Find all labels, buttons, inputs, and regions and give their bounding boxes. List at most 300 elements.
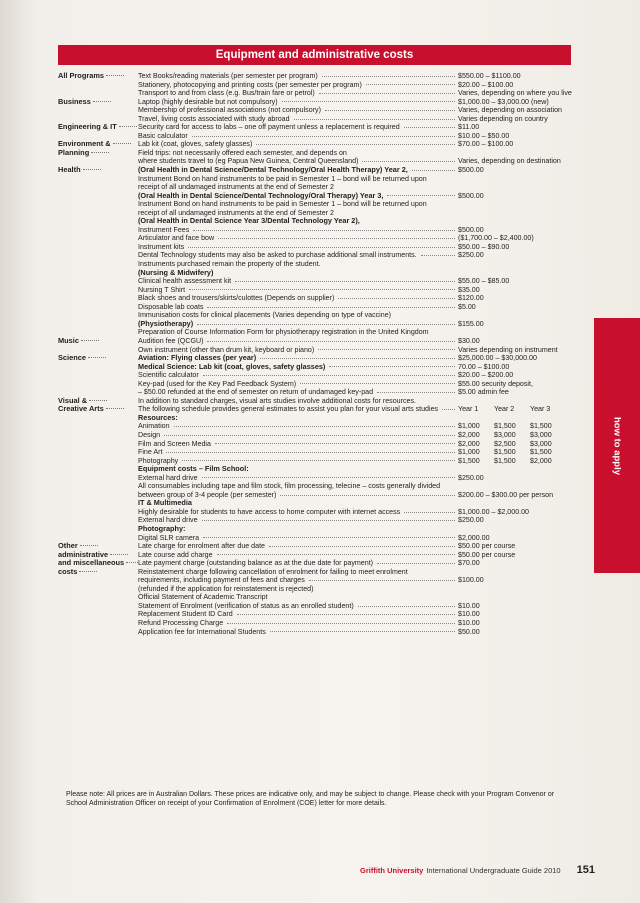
table-row: [58, 516, 573, 525]
item-description: [138, 499, 458, 508]
item-price: [458, 414, 573, 423]
item-text: Audition fee (QCGU): [138, 336, 204, 345]
leader-dots: [192, 136, 455, 137]
item-text: receipt of all undamaged instruments at the end of Semester 2: [138, 183, 334, 192]
leader-dots: [294, 119, 455, 120]
item-description: [138, 175, 458, 184]
item-description: [138, 166, 458, 175]
table-row: [58, 89, 573, 98]
table-row: [58, 226, 573, 235]
table-row: [58, 200, 573, 209]
item-price: $10.00: [458, 610, 480, 619]
year-price-columns: [458, 448, 573, 457]
category-label: [58, 234, 138, 243]
item-description: [138, 209, 458, 218]
table-row: [58, 175, 573, 184]
category-label: [58, 371, 138, 380]
item-price: $1,000.00 – $3,000.00 (new): [458, 97, 549, 106]
item-price: $5.00 admin fee: [458, 388, 509, 397]
item-description: [138, 363, 458, 372]
item-price: $250.00: [458, 251, 484, 260]
leader-dots: [282, 101, 455, 102]
item-description: [138, 542, 458, 551]
year-price: Year 2: [494, 405, 515, 414]
category-label: [58, 157, 138, 166]
category-label: [58, 414, 138, 423]
category-label: [58, 251, 138, 260]
item-text: Replacement Student ID Card: [138, 610, 233, 619]
item-description: [138, 286, 458, 295]
item-price: $1,000.00 – $2,000.00: [458, 507, 530, 516]
item-description: [138, 243, 458, 252]
category-label: [58, 465, 138, 474]
leader-dots: [166, 452, 455, 453]
category-label: Health: [58, 166, 138, 175]
item-description: [138, 516, 458, 525]
leader-dots: [325, 110, 455, 111]
leader-dots: [358, 606, 455, 607]
item-text: The following schedule provides general estimates to assist you plan for your visual arts studies: [138, 405, 439, 414]
item-text: In addition to standard charges, visual arts studies involve additional costs for resources.: [138, 396, 416, 405]
item-text: (Oral Health in Dental Science Year 3/Dental Technology Year 2),: [138, 217, 360, 226]
item-description: [138, 491, 458, 500]
table-row: [58, 499, 573, 508]
table-row: [58, 457, 573, 466]
side-tab-label: how to apply: [611, 416, 623, 475]
item-price: $50.00 per course: [458, 542, 516, 551]
item-description: [138, 422, 458, 431]
item-price: [458, 328, 573, 337]
leader-dots: [421, 255, 455, 256]
category-label: [58, 516, 138, 525]
leader-dots: [366, 84, 455, 85]
item-text: Official Statement of Academic Transcript: [138, 593, 268, 602]
item-description: [138, 474, 458, 483]
table-row: [58, 260, 573, 269]
year-price: $1,500: [530, 448, 552, 457]
leader-dots: [322, 76, 455, 77]
item-text: Disposable lab coats: [138, 302, 204, 311]
item-text: Photography: [138, 456, 179, 465]
category-label: [58, 183, 138, 192]
item-description: [138, 457, 458, 466]
item-description: [138, 149, 458, 158]
item-price: $250.00: [458, 516, 484, 525]
table-row: [58, 551, 573, 560]
item-description: [138, 303, 458, 312]
item-description: [138, 132, 458, 141]
item-price: $250.00: [458, 473, 484, 482]
item-price: [458, 269, 573, 278]
year-price: $2,000: [458, 439, 480, 448]
year-price-columns: [458, 457, 573, 466]
item-price: [458, 525, 573, 534]
year-price: $2,000: [530, 456, 552, 465]
item-price: $50.00 per course: [458, 550, 516, 559]
item-text: Travel, living costs associated with study abroad: [138, 114, 290, 123]
leader-dots: [404, 127, 455, 128]
item-text: Instrument Bond on hand instruments to be paid in Semester 1 – bond will be returned upon: [138, 200, 427, 209]
item-description: [138, 628, 458, 637]
item-text: between group of 3-4 people (per semester): [138, 490, 277, 499]
leader-dots: [377, 392, 455, 393]
item-text: requirements, including payment of fees and charges: [138, 576, 305, 585]
category-label: [58, 619, 138, 628]
category-label: Visual &: [58, 397, 138, 406]
item-description: [138, 482, 458, 491]
item-text: (Oral Health in Dental Science/Dental Technology/Oral Therapy) Year 3,: [138, 191, 384, 200]
category-label: and miscellaneous: [58, 559, 138, 568]
leader-dots: [280, 495, 455, 496]
year-price: $2,000: [458, 430, 480, 439]
category-label: [58, 525, 138, 534]
item-text: Late course add charge: [138, 550, 213, 559]
item-text: Transport to and from class (e.g. Bus/train fare or petrol): [138, 89, 315, 98]
year-price: $1,500: [494, 422, 516, 431]
table-row: [58, 286, 573, 295]
item-description: [138, 269, 458, 278]
table-row: [58, 183, 573, 192]
category-label: [58, 474, 138, 483]
table-row: [58, 440, 573, 449]
table-row: [58, 132, 573, 141]
item-price: Varies, depending on association: [458, 106, 562, 115]
table-row: [58, 593, 573, 602]
category-label: [58, 132, 138, 141]
item-description: [138, 217, 458, 226]
table-row: [58, 422, 573, 431]
category-label: [58, 115, 138, 124]
category-label: [58, 311, 138, 320]
item-text: Medical Science: Lab kit (coat, gloves, safety glasses): [138, 362, 326, 371]
item-description: [138, 346, 458, 355]
category-label: Planning: [58, 149, 138, 158]
table-row: [58, 192, 573, 201]
item-price: [458, 149, 573, 158]
category-label: [58, 243, 138, 252]
item-description: [138, 508, 458, 517]
item-price: $100.00: [458, 576, 484, 585]
table-row: [58, 234, 573, 243]
leader-dots: [309, 580, 455, 581]
table-row: [58, 251, 573, 260]
category-label: [58, 610, 138, 619]
leader-dots: [218, 238, 455, 239]
item-price: $50.00: [458, 627, 480, 636]
item-description: [138, 414, 458, 423]
item-description: [138, 72, 458, 81]
item-price: $11.00: [458, 123, 480, 132]
category-label: [58, 277, 138, 286]
item-text: (Nursing & Midwifery): [138, 268, 214, 277]
table-row: [58, 303, 573, 312]
item-text: Refund Processing Charge: [138, 619, 224, 627]
side-tab: [594, 318, 640, 573]
item-text: Text Books/reading materials (per semester per program): [138, 72, 318, 80]
category-label: Science: [58, 354, 138, 363]
leader-dots: [174, 426, 455, 427]
year-price: $3,000: [530, 430, 552, 439]
category-label: All Programs: [58, 72, 138, 81]
leader-dots: [256, 144, 455, 145]
item-text: Preparation of Course Information Form for physiotherapy registration in the United Kingdom: [138, 328, 429, 337]
item-description: [138, 534, 458, 543]
item-price: [458, 585, 573, 594]
leader-dots: [412, 170, 455, 171]
item-description: [138, 226, 458, 235]
leader-dots: [387, 195, 455, 196]
category-label: [58, 200, 138, 209]
item-text: Film and Screen Media: [138, 439, 211, 448]
category-label: [58, 457, 138, 466]
item-price: [458, 175, 573, 184]
leader-dots: [182, 460, 455, 461]
item-text: – $50.00 refunded at the end of semester on return of undamaged key-pad: [138, 388, 374, 397]
item-text: IT & Multimedia: [138, 499, 192, 508]
item-price: $55.00 – $85.00: [458, 277, 510, 286]
leader-dots: [164, 435, 455, 436]
category-label: [58, 320, 138, 329]
year-price: Year 3: [530, 405, 551, 414]
table-row: [58, 491, 573, 500]
table-row: [58, 243, 573, 252]
category-label: [58, 602, 138, 611]
category-label: [58, 269, 138, 278]
table-row: [58, 448, 573, 457]
item-description: [138, 157, 458, 166]
item-text: receipt of all undamaged instruments at the end of Semester 2: [138, 208, 334, 217]
category-label: [58, 175, 138, 184]
item-price: [458, 200, 573, 209]
item-price: $550.00 – $1100.00: [458, 72, 521, 80]
item-description: [138, 448, 458, 457]
year-price: $1,000: [458, 448, 480, 457]
table-row: [58, 602, 573, 611]
leader-dots: [203, 375, 455, 376]
item-price: $30.00: [458, 336, 480, 345]
category-label: [58, 440, 138, 449]
item-description: [138, 619, 458, 628]
item-description: [138, 192, 458, 201]
item-description: [138, 576, 458, 585]
category-label: [58, 294, 138, 303]
year-price: $3,000: [494, 430, 516, 439]
item-text: Equipment costs – Film School:: [138, 465, 249, 474]
item-text: Dental Technology students may also be asked to purchase additional small instruments.: [138, 251, 417, 260]
item-text: (Physiotherapy): [138, 319, 194, 328]
item-price: $35.00: [458, 285, 480, 294]
item-description: [138, 200, 458, 209]
year-price: $1,500: [494, 448, 516, 457]
item-price: [458, 311, 573, 320]
item-price: $2,000.00: [458, 533, 490, 542]
table-row: [58, 576, 573, 585]
item-description: [138, 277, 458, 286]
item-price: $155.00: [458, 319, 484, 328]
category-label: [58, 491, 138, 500]
item-text: Fine Art: [138, 448, 163, 457]
item-text: Statement of Enrolment (verification of status as an enrolled student): [138, 601, 354, 610]
table-row: [58, 320, 573, 329]
item-text: (refunded if the application for reinstatement is rejected): [138, 584, 314, 593]
section-title: Equipment and administrative costs: [215, 49, 414, 61]
table-row: [58, 98, 573, 107]
item-price: $55.00 security deposit,: [458, 379, 533, 388]
year-price: $1,500: [458, 456, 480, 465]
year-price: Year 1: [458, 405, 479, 414]
category-label: [58, 346, 138, 355]
item-text: External hard drive: [138, 516, 198, 525]
item-description: [138, 585, 458, 594]
table-row: [58, 388, 573, 397]
leader-dots: [189, 289, 455, 290]
table-row: [58, 157, 573, 166]
category-label: Other: [58, 542, 138, 551]
item-description: [138, 140, 458, 149]
leader-dots: [188, 247, 455, 248]
table-row: [58, 269, 573, 278]
item-price: $70.00: [458, 559, 480, 568]
item-price: $10.00: [458, 619, 480, 627]
item-price: [458, 499, 573, 508]
category-label: [58, 388, 138, 397]
category-label: [58, 380, 138, 389]
category-label: [58, 89, 138, 98]
item-price: [458, 568, 573, 577]
price-note: Please note: All prices are in Australian Dollars. These prices are indicative only, and may be subject to change. Please check with your Program Convenor or School Administration Officer on receipt of your Confirmation of Enrolment (COE) letter for more details.: [66, 791, 555, 807]
item-description: [138, 431, 458, 440]
item-text: Reinstatement charge following cancellation of enrolment for failing to meet enrolment: [138, 567, 408, 576]
leader-dots: [329, 366, 455, 367]
table-row: [58, 277, 573, 286]
item-text: Stationery, photocopying and printing costs (per semester per program): [138, 80, 362, 89]
category-label: [58, 192, 138, 201]
leader-dots: [215, 443, 455, 444]
leader-dots: [270, 631, 455, 632]
item-price: $500.00: [458, 166, 484, 175]
leader-dots: [202, 477, 455, 478]
item-text: Key-pad (used for the Key Pad Feedback System): [138, 379, 297, 388]
item-price: [458, 217, 573, 226]
category-label: Environment &: [58, 140, 138, 149]
leader-dots: [207, 341, 455, 342]
item-text: Field trips: not necessarily offered each semester, and depends on: [138, 148, 347, 157]
item-description: [138, 405, 458, 414]
item-description: [138, 559, 458, 568]
section-header: [58, 45, 571, 65]
category-label: [58, 363, 138, 372]
item-description: [138, 81, 458, 90]
year-price-columns: [458, 440, 573, 449]
category-label: [58, 448, 138, 457]
table-row: [58, 72, 573, 81]
table-row: [58, 380, 573, 389]
item-text: Black shoes and trousers/skirts/culottes (Depends on supplier): [138, 294, 335, 303]
item-text: Application fee for International Students: [138, 627, 266, 636]
leader-dots: [227, 623, 455, 624]
category-label: [58, 422, 138, 431]
category-label: costs: [58, 568, 138, 577]
table-row: [58, 354, 573, 363]
year-price: $1,500: [530, 422, 552, 431]
item-description: [138, 294, 458, 303]
category-label: [58, 106, 138, 115]
category-label: [58, 508, 138, 517]
item-price: Varies, depending on destination: [458, 157, 561, 166]
table-row: [58, 568, 573, 577]
item-price: [458, 183, 573, 192]
category-label: [58, 328, 138, 337]
item-price: $500.00: [458, 191, 484, 200]
table-row: [58, 559, 573, 568]
item-text: Resources:: [138, 413, 178, 422]
item-text: Articulator and face bow: [138, 234, 215, 243]
table-row: [58, 465, 573, 474]
year-price-columns: [458, 405, 573, 414]
page-number: 151: [576, 864, 595, 876]
category-label: [58, 286, 138, 295]
year-price: $1,000: [458, 422, 480, 431]
table-row: [58, 405, 573, 414]
category-label: [58, 217, 138, 226]
table-row: [58, 328, 573, 337]
item-text: Laptop (highly desirable but not compulsory): [138, 97, 278, 106]
leader-dots: [442, 409, 455, 410]
item-description: [138, 380, 458, 389]
category-label: [58, 482, 138, 491]
item-price: $25,000.00 – $30,000.00: [458, 354, 537, 363]
item-description: [138, 311, 458, 320]
table-row: [58, 294, 573, 303]
table-row: [58, 311, 573, 320]
leader-dots: [300, 383, 455, 384]
item-text: External hard drive: [138, 473, 198, 482]
item-description: [138, 123, 458, 132]
item-text: All consumables including tape and film stock, film processing, telecine – costs generally divided: [138, 482, 441, 491]
item-price: [458, 593, 573, 602]
item-text: Aviation: Flying classes (per year): [138, 354, 257, 363]
item-text: Digital SLR camera: [138, 533, 200, 542]
category-label: [58, 628, 138, 637]
item-description: [138, 593, 458, 602]
category-label: [58, 303, 138, 312]
table-row: [58, 525, 573, 534]
item-text: Instrument kits: [138, 242, 185, 251]
leader-dots: [269, 546, 455, 547]
item-price: [458, 465, 573, 474]
item-description: [138, 89, 458, 98]
table-row: [58, 209, 573, 218]
item-description: [138, 328, 458, 337]
leader-dots: [318, 349, 455, 350]
item-description: [138, 98, 458, 107]
leader-dots: [202, 520, 455, 521]
year-price: $3,000: [530, 439, 552, 448]
item-description: [138, 115, 458, 124]
item-price: $500.00: [458, 225, 484, 234]
leader-dots: [217, 554, 455, 555]
table-row: [58, 346, 573, 355]
year-price-columns: [458, 431, 573, 440]
table-row: [58, 474, 573, 483]
table-row: [58, 123, 573, 132]
item-text: Own instrument (other than drum kit, keyboard or piano): [138, 345, 315, 354]
item-description: [138, 525, 458, 534]
table-row: [58, 414, 573, 423]
item-text: (Oral Health in Dental Science/Dental Technology/Oral Health Therapy) Year 2,: [138, 166, 408, 175]
item-text: Late charge for enrolment after due date: [138, 542, 265, 551]
item-description: [138, 260, 458, 269]
